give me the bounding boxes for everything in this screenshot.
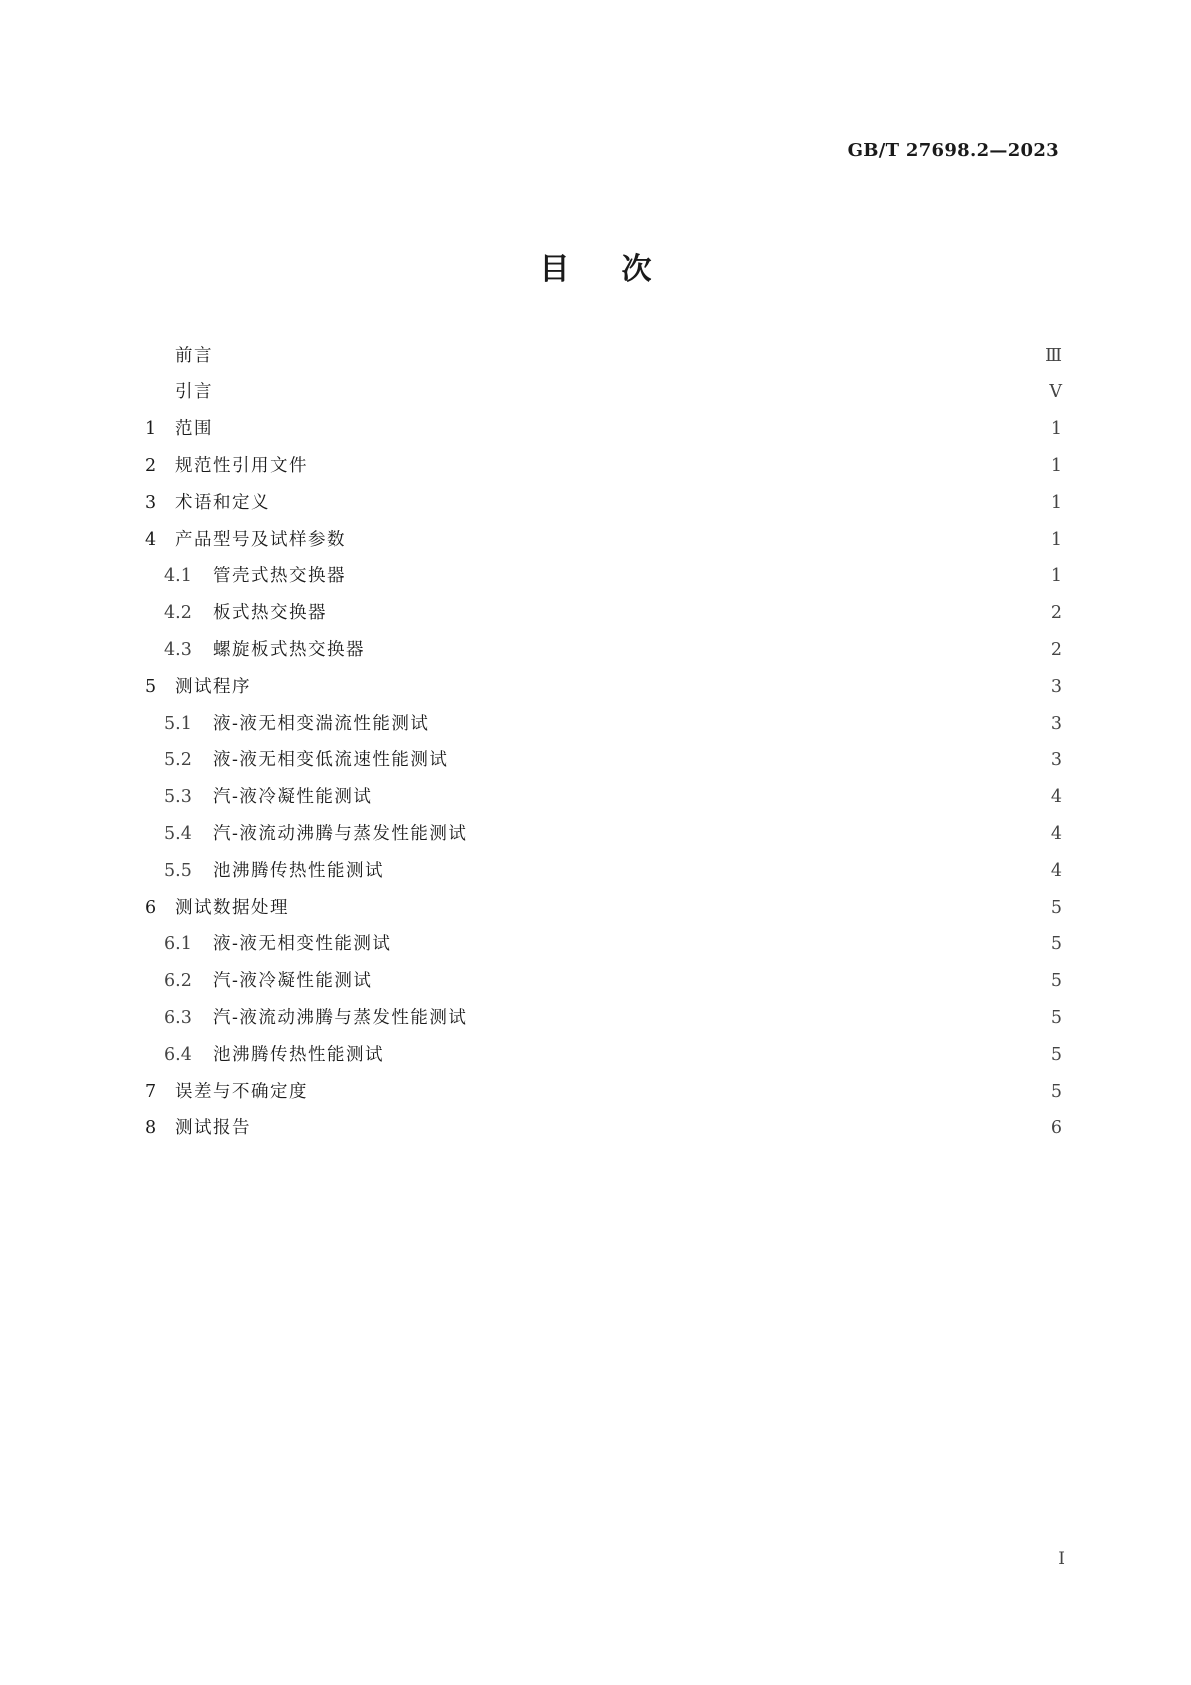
toc-entry-label: 汽-液冷凝性能测试 — [213, 971, 373, 992]
toc-entry-number: 1 — [145, 419, 157, 440]
toc-entry-page: 1 — [1050, 566, 1062, 587]
toc-entry-page: 1 — [1050, 419, 1062, 440]
toc-entry[interactable] — [145, 338, 1062, 375]
toc-entry-page: 3 — [1050, 713, 1062, 734]
toc-entry[interactable] — [145, 1111, 1062, 1148]
toc-entry-label: 螺旋板式热交换器 — [213, 640, 365, 661]
toc-entry-page: Ⅴ — [1049, 382, 1062, 403]
toc-entry-number: 5 — [145, 676, 157, 697]
toc-dot-leader — [263, 1120, 1042, 1138]
toc-entry[interactable] — [145, 559, 1062, 596]
toc-entry-page: 6 — [1050, 1118, 1062, 1139]
toc-entry-label: 前言 — [175, 345, 213, 366]
toc-entry-label: 液-液无相变湍流性能测试 — [213, 713, 430, 734]
toc-entry[interactable] — [145, 522, 1062, 559]
toc-entry-label: 规范性引用文件 — [175, 456, 308, 477]
toc-entry-label: 池沸腾传热性能测试 — [213, 860, 384, 881]
toc-entry-page: 2 — [1050, 640, 1062, 661]
toc-entry-label: 测试程序 — [175, 676, 251, 697]
toc-entry-label: 术语和定义 — [175, 492, 270, 513]
toc-entry-page: 1 — [1050, 492, 1062, 513]
toc-entry-page: 3 — [1050, 676, 1062, 697]
toc-entry-page: 5 — [1050, 1044, 1062, 1065]
toc-entry-number: 5.2 — [164, 750, 192, 771]
toc-entry[interactable] — [145, 816, 1062, 853]
toc-entry-number: 2 — [145, 456, 157, 477]
toc-entry-label: 液-液无相变低流速性能测试 — [213, 750, 449, 771]
toc-entry-label: 范围 — [175, 419, 213, 440]
toc-dot-leader — [396, 863, 1042, 881]
toc-entry-page: 4 — [1050, 787, 1062, 808]
toc-dot-leader — [377, 642, 1042, 660]
toc-entry-label: 汽-液冷凝性能测试 — [213, 787, 373, 808]
toc-entry-number: 7 — [145, 1081, 157, 1102]
toc-dot-leader — [225, 421, 1042, 439]
toc-entry[interactable] — [145, 485, 1062, 522]
toc-dot-leader — [441, 715, 1042, 733]
toc-entry-page: Ⅲ — [1045, 345, 1062, 366]
toc-entry-number: 6.4 — [164, 1044, 192, 1065]
toc-entry[interactable] — [145, 853, 1062, 890]
toc-entry-label: 板式热交换器 — [213, 603, 327, 624]
toc-entry-label: 液-液无相变性能测试 — [213, 934, 392, 955]
toc-entry-label: 测试报告 — [175, 1118, 251, 1139]
toc-dot-leader — [358, 531, 1042, 549]
toc-entry-number: 8 — [145, 1118, 157, 1139]
toc-dot-leader — [396, 1047, 1042, 1065]
toc-dot-leader — [282, 495, 1042, 513]
toc-entry[interactable] — [145, 412, 1062, 449]
toc-dot-leader — [384, 973, 1042, 991]
toc-dot-leader — [263, 679, 1042, 697]
toc-entry[interactable] — [145, 1000, 1062, 1037]
toc-entry-label: 引言 — [175, 382, 213, 403]
toc-entry-number: 5.1 — [164, 713, 192, 734]
toc-title: 目次 — [539, 252, 704, 287]
toc-entry[interactable] — [145, 780, 1062, 817]
toc-entry-number: 6.3 — [164, 1007, 192, 1028]
toc-entry-page: 5 — [1050, 1081, 1062, 1102]
toc-entry[interactable] — [145, 927, 1062, 964]
toc-entry-page: 3 — [1050, 750, 1062, 771]
toc-dot-leader — [225, 347, 1037, 365]
toc-dot-leader — [403, 936, 1042, 954]
toc-entry-number: 4.1 — [164, 566, 192, 587]
toc-entry-number: 6.2 — [164, 971, 192, 992]
toc-entry-page: 4 — [1050, 824, 1062, 844]
toc-entry[interactable] — [145, 1074, 1062, 1111]
toc-entry-number: 5.3 — [164, 787, 192, 808]
toc-entry[interactable] — [145, 1037, 1062, 1074]
toc-entry-number: 6.1 — [164, 934, 192, 955]
toc-entry-number: 4 — [145, 529, 157, 550]
toc-entry-page: 5 — [1050, 1007, 1062, 1028]
toc-entry-label: 池沸腾传热性能测试 — [213, 1044, 384, 1065]
toc-entry-page: 2 — [1050, 603, 1062, 624]
toc-entry-label: 汽-液流动沸腾与蒸发性能测试 — [213, 824, 468, 844]
toc-entry-number: 4.2 — [164, 603, 192, 624]
toc-entry-label: 误差与不确定度 — [175, 1081, 308, 1102]
toc-entry-number: 6 — [145, 897, 157, 918]
toc-entry[interactable] — [145, 375, 1062, 412]
toc-dot-leader — [358, 568, 1042, 586]
toc-entry[interactable] — [145, 448, 1062, 485]
toc-dot-leader — [339, 605, 1042, 623]
toc-dot-leader — [320, 458, 1042, 476]
toc-entry[interactable] — [145, 743, 1062, 780]
toc-dot-leader — [301, 899, 1042, 917]
toc-entry-number: 4.3 — [164, 640, 192, 661]
toc-entry-number: 3 — [145, 492, 157, 513]
toc-entry-label: 测试数据处理 — [175, 897, 289, 918]
toc-entry-number: 5.4 — [164, 824, 192, 844]
toc-entry[interactable] — [145, 632, 1062, 669]
table-of-contents — [145, 338, 1062, 1148]
toc-dot-leader — [479, 826, 1042, 844]
toc-entry[interactable] — [145, 669, 1062, 706]
toc-entry-label: 汽-液流动沸腾与蒸发性能测试 — [213, 1007, 468, 1028]
toc-entry[interactable] — [145, 890, 1062, 927]
toc-dot-leader — [225, 384, 1041, 402]
toc-entry-page: 1 — [1050, 529, 1062, 550]
toc-entry-page: 5 — [1050, 934, 1062, 955]
toc-dot-leader — [460, 752, 1042, 770]
toc-entry[interactable] — [145, 706, 1062, 743]
toc-entry-page: 4 — [1050, 860, 1062, 881]
toc-entry-page: 1 — [1050, 456, 1062, 477]
page-number: Ⅰ — [1058, 1549, 1065, 1569]
toc-entry[interactable] — [145, 596, 1062, 633]
toc-dot-leader — [479, 1010, 1042, 1028]
toc-entry[interactable] — [145, 964, 1062, 1001]
toc-entry-label: 管壳式热交换器 — [213, 566, 346, 587]
toc-entry-page: 5 — [1050, 971, 1062, 992]
toc-entry-number: 5.5 — [164, 860, 192, 881]
toc-entry-page: 5 — [1050, 897, 1062, 918]
toc-entry-label: 产品型号及试样参数 — [175, 529, 346, 550]
toc-dot-leader — [320, 1083, 1042, 1101]
standard-number: GB/T 27698.2—2023 — [847, 140, 1059, 161]
toc-dot-leader — [384, 789, 1042, 807]
